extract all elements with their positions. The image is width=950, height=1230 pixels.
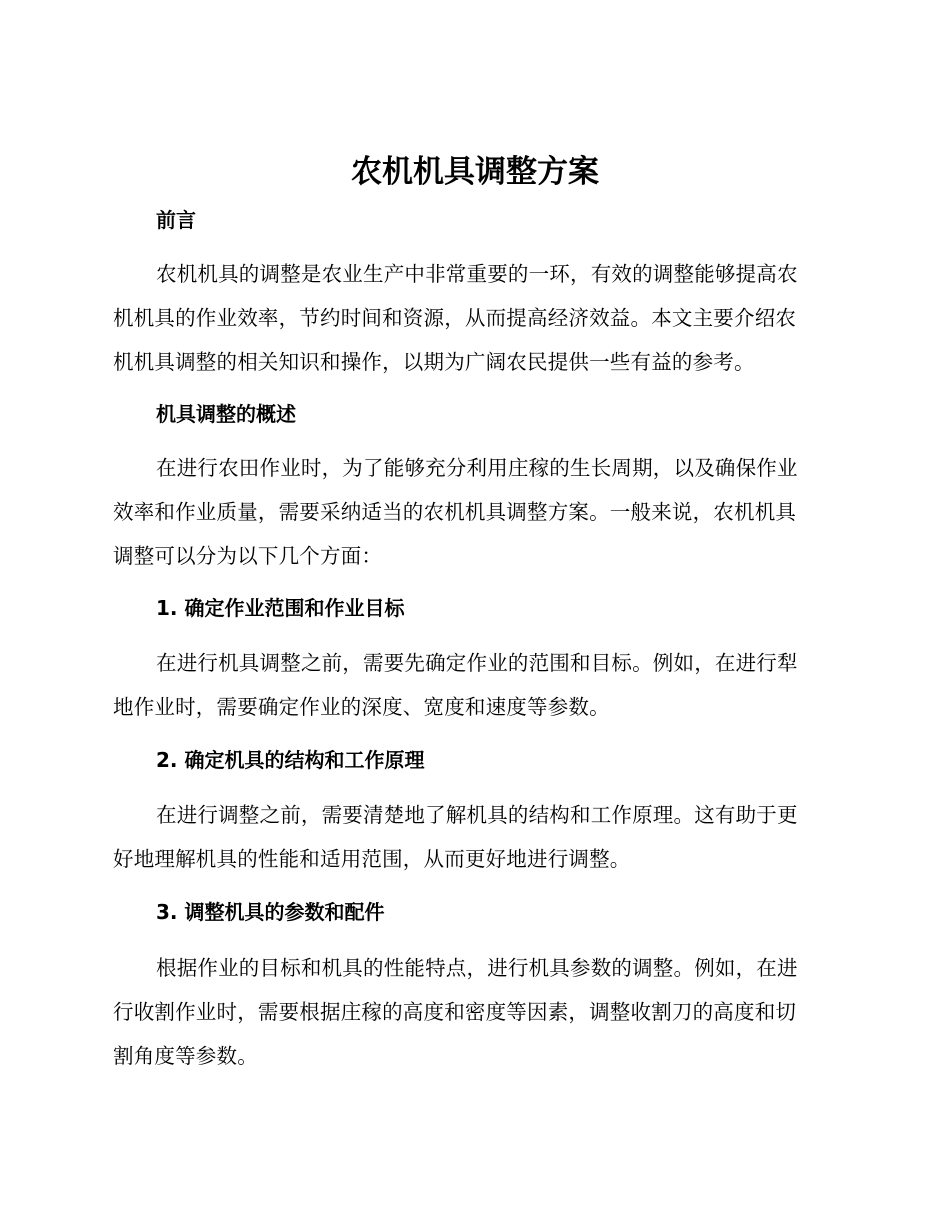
section-paragraph-parameters-parts: [113, 946, 829, 1078]
paragraph-line: 机机具的作业效率，节约时间和资源，从而提高经济效益。本文主要介绍农: [113, 306, 797, 330]
paragraph-line: 在进行调整之前，需要清楚地了解机具的结构和工作原理。这有助于更: [156, 803, 798, 827]
section-paragraph-scope-targets: [113, 641, 829, 729]
section-heading-parameters-parts: 3. 调整机具的参数和配件: [156, 900, 385, 924]
paragraph-line: 机机具调整的相关知识和操作，以期为广阔农民提供一些有益的参考。: [113, 350, 755, 374]
section-paragraph-structure-principle: [113, 793, 829, 881]
paragraph-line: 效率和作业质量，需要采纳适当的农机机具调整方案。一般来说，农机机具: [113, 500, 797, 524]
paragraph-line: 农机机具的调整是农业生产中非常重要的一环，有效的调整能够提高农: [156, 262, 798, 286]
section-heading-preface: 前言: [156, 208, 196, 232]
paragraph-line: 割角度等参数。: [113, 1044, 258, 1068]
paragraph-line: 在进行机具调整之前，需要先确定作业的范围和目标。例如，在进行犁: [156, 651, 798, 675]
section-heading-structure-principle: 2. 确定机具的结构和工作原理: [156, 748, 425, 772]
paragraph-line: 在进行农田作业时，为了能够充分利用庄稼的生长周期，以及确保作业: [156, 456, 798, 480]
section-paragraph-overview: [113, 446, 829, 578]
section-paragraph-preface: [113, 252, 829, 384]
paragraph-line: 地作业时，需要确定作业的深度、宽度和速度等参数。: [113, 695, 610, 719]
paragraph-line: 行收割作业时，需要根据庄稼的高度和密度等因素，调整收割刀的高度和切: [113, 1000, 797, 1024]
paragraph-line: 好地理解机具的性能和适用范围，从而更好地进行调整。: [113, 847, 631, 871]
paragraph-line: 调整可以分为以下几个方面：: [113, 544, 383, 568]
section-heading-scope-targets: 1. 确定作业范围和作业目标: [156, 596, 405, 620]
section-heading-overview: 机具调整的概述: [156, 402, 296, 426]
paragraph-line: 根据作业的目标和机具的性能特点，进行机具参数的调整。例如，在进: [156, 956, 798, 980]
document-title: 农机机具调整方案: [351, 154, 599, 190]
